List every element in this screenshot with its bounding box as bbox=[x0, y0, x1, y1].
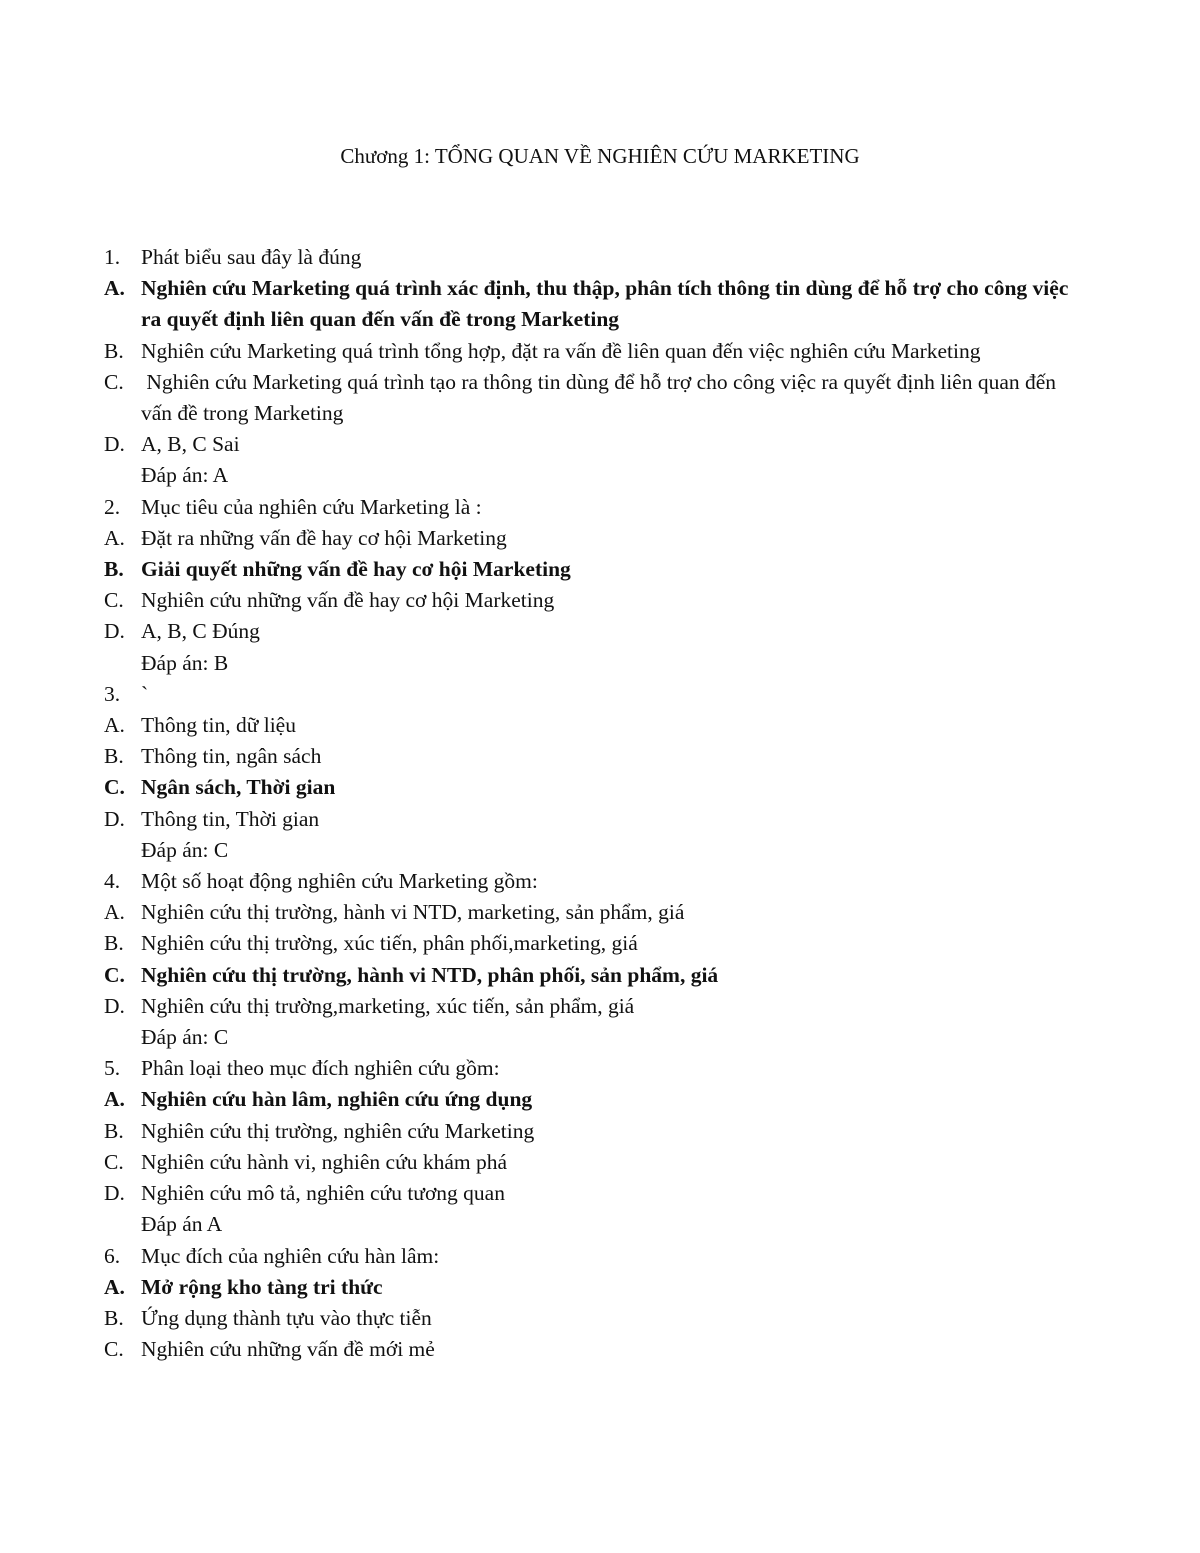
line-label: A. bbox=[104, 525, 125, 550]
line-label: B. bbox=[104, 1118, 124, 1143]
answer-line bbox=[104, 1022, 1084, 1053]
line-label: 5. bbox=[104, 1056, 121, 1081]
line-text: Nghiên cứu thị trường, hành vi NTD, phân phối, sản phẩm, giá bbox=[141, 962, 719, 987]
option-line bbox=[104, 1084, 1084, 1115]
line-label: C. bbox=[104, 1149, 124, 1174]
line-label: 4. bbox=[104, 869, 121, 894]
line-text: Nghiên cứu Marketing quá trình tạo ra thông tin dùng để hỗ trợ cho công việc ra quyết định liên quan đến vấn đề trong Marketing bbox=[141, 369, 1062, 426]
line-label: B. bbox=[104, 931, 124, 956]
question-line bbox=[104, 242, 1084, 273]
line-label: A. bbox=[104, 1087, 125, 1112]
line-text: A, B, C Sai bbox=[141, 432, 240, 457]
page-title: Chương 1: TỔNG QUAN VỀ NGHIÊN CỨU MARKETING bbox=[340, 144, 860, 168]
line-label: B. bbox=[104, 744, 124, 769]
line-label: 6. bbox=[104, 1243, 121, 1268]
line-label: D. bbox=[104, 619, 125, 644]
question-line bbox=[104, 492, 1084, 523]
option-line bbox=[104, 741, 1084, 772]
line-text: Đáp án: C bbox=[141, 1025, 229, 1050]
option-line bbox=[104, 523, 1084, 554]
line-text: Đặt ra những vấn đề hay cơ hội Marketing bbox=[141, 525, 507, 550]
line-text: Đáp án: C bbox=[141, 837, 229, 862]
line-label bbox=[104, 1022, 141, 1053]
line-label: 1. bbox=[104, 245, 121, 269]
option-line bbox=[104, 554, 1084, 585]
line-text: Mở rộng kho tàng tri thức bbox=[141, 1274, 383, 1299]
answer-line bbox=[104, 648, 1084, 679]
line-label: 3. bbox=[104, 681, 121, 706]
line-text: Nghiên cứu những vấn đề mới mẻ bbox=[141, 1337, 435, 1362]
line-label: C. bbox=[104, 775, 125, 800]
line-text: Nghiên cứu hành vi, nghiên cứu khám phá bbox=[141, 1149, 508, 1174]
line-label: D. bbox=[104, 432, 125, 457]
line-label: B. bbox=[104, 557, 124, 582]
line-label bbox=[104, 460, 141, 491]
line-label: A. bbox=[104, 1274, 125, 1299]
line-label: D. bbox=[104, 993, 125, 1018]
line-label: D. bbox=[104, 1181, 125, 1206]
question-list bbox=[104, 242, 1084, 1365]
question-line bbox=[104, 679, 1084, 710]
line-label: B. bbox=[104, 1305, 124, 1330]
line-text: Ngân sách, Thời gian bbox=[141, 775, 336, 800]
line-text: A, B, C Đúng bbox=[141, 619, 260, 644]
line-label bbox=[104, 835, 141, 866]
line-label: 2. bbox=[104, 494, 121, 519]
line-label: C. bbox=[104, 1337, 124, 1362]
line-text: Thông tin, dữ liệu bbox=[141, 713, 296, 738]
line-label: A. bbox=[104, 713, 125, 738]
option-line bbox=[104, 928, 1084, 959]
line-text: Nghiên cứu Marketing quá trình xác định, thu thập, phân tích thông tin dùng để hỗ trợ cho công việc ra quyết định liên quan đến vấn đề trong Marketing bbox=[141, 276, 1074, 332]
line-label: A. bbox=[104, 900, 125, 925]
line-text: Thông tin, Thời gian bbox=[141, 806, 320, 831]
option-line bbox=[104, 1178, 1084, 1209]
line-text: Đáp án: A bbox=[141, 463, 229, 488]
line-label bbox=[104, 1209, 141, 1240]
line-label: C. bbox=[104, 962, 125, 987]
question-line bbox=[104, 1053, 1084, 1084]
option-line bbox=[104, 1147, 1084, 1178]
option-line bbox=[104, 429, 1084, 460]
option-line bbox=[104, 1303, 1084, 1334]
line-label: B. bbox=[104, 338, 124, 363]
line-text: Nghiên cứu mô tả, nghiên cứu tương quan bbox=[141, 1181, 505, 1206]
option-line bbox=[104, 336, 1084, 367]
option-line bbox=[104, 585, 1084, 616]
line-text: ` bbox=[141, 681, 149, 706]
line-label: C. bbox=[104, 588, 124, 613]
line-label: C. bbox=[104, 369, 124, 394]
option-line bbox=[104, 710, 1084, 741]
line-text: Thông tin, ngân sách bbox=[141, 744, 322, 769]
option-line bbox=[104, 772, 1084, 803]
line-text: Phân loại theo mục đích nghiên cứu gồm: bbox=[141, 1056, 500, 1081]
option-line bbox=[104, 616, 1084, 647]
line-text: Một số hoạt động nghiên cứu Marketing gồm: bbox=[141, 869, 538, 894]
line-text: Nghiên cứu thị trường, xúc tiến, phân phối,marketing, giá bbox=[141, 931, 638, 956]
answer-line bbox=[104, 460, 1084, 491]
line-text: Phát biểu sau đây là đúng bbox=[141, 245, 362, 269]
line-text: Nghiên cứu thị trường,marketing, xúc tiến, sản phẩm, giá bbox=[141, 993, 635, 1018]
line-text: Nghiên cứu Marketing quá trình tổng hợp, đặt ra vấn đề liên quan đến việc nghiên cứu Marketing bbox=[141, 338, 981, 363]
line-text: Nghiên cứu hàn lâm, nghiên cứu ứng dụng bbox=[141, 1087, 533, 1112]
option-line bbox=[104, 897, 1084, 928]
option-line bbox=[104, 960, 1084, 991]
option-line bbox=[104, 273, 1084, 335]
line-label: D. bbox=[104, 806, 125, 831]
line-text: Nghiên cứu thị trường, nghiên cứu Marketing bbox=[141, 1118, 535, 1143]
question-line bbox=[104, 1241, 1084, 1272]
option-line bbox=[104, 1334, 1084, 1365]
line-text: Mục đích của nghiên cứu hàn lâm: bbox=[141, 1243, 440, 1268]
line-text: Nghiên cứu thị trường, hành vi NTD, marketing, sản phẩm, giá bbox=[141, 900, 685, 925]
line-text: Giải quyết những vấn đề hay cơ hội Marketing bbox=[141, 557, 571, 582]
answer-line bbox=[104, 1209, 1084, 1240]
option-line bbox=[104, 1116, 1084, 1147]
line-text: Nghiên cứu những vấn đề hay cơ hội Marketing bbox=[141, 588, 555, 613]
option-line bbox=[104, 991, 1084, 1022]
option-line bbox=[104, 367, 1084, 429]
line-label bbox=[104, 648, 141, 679]
option-line bbox=[104, 804, 1084, 835]
line-label: A. bbox=[104, 276, 125, 301]
line-text: Đáp án A bbox=[141, 1212, 223, 1237]
question-line bbox=[104, 866, 1084, 897]
line-text: Mục tiêu của nghiên cứu Marketing là : bbox=[141, 494, 482, 519]
line-text: Đáp án: B bbox=[141, 650, 229, 675]
option-line bbox=[104, 1272, 1084, 1303]
answer-line bbox=[104, 835, 1084, 866]
line-text: Ứng dụng thành tựu vào thực tiễn bbox=[141, 1305, 432, 1330]
